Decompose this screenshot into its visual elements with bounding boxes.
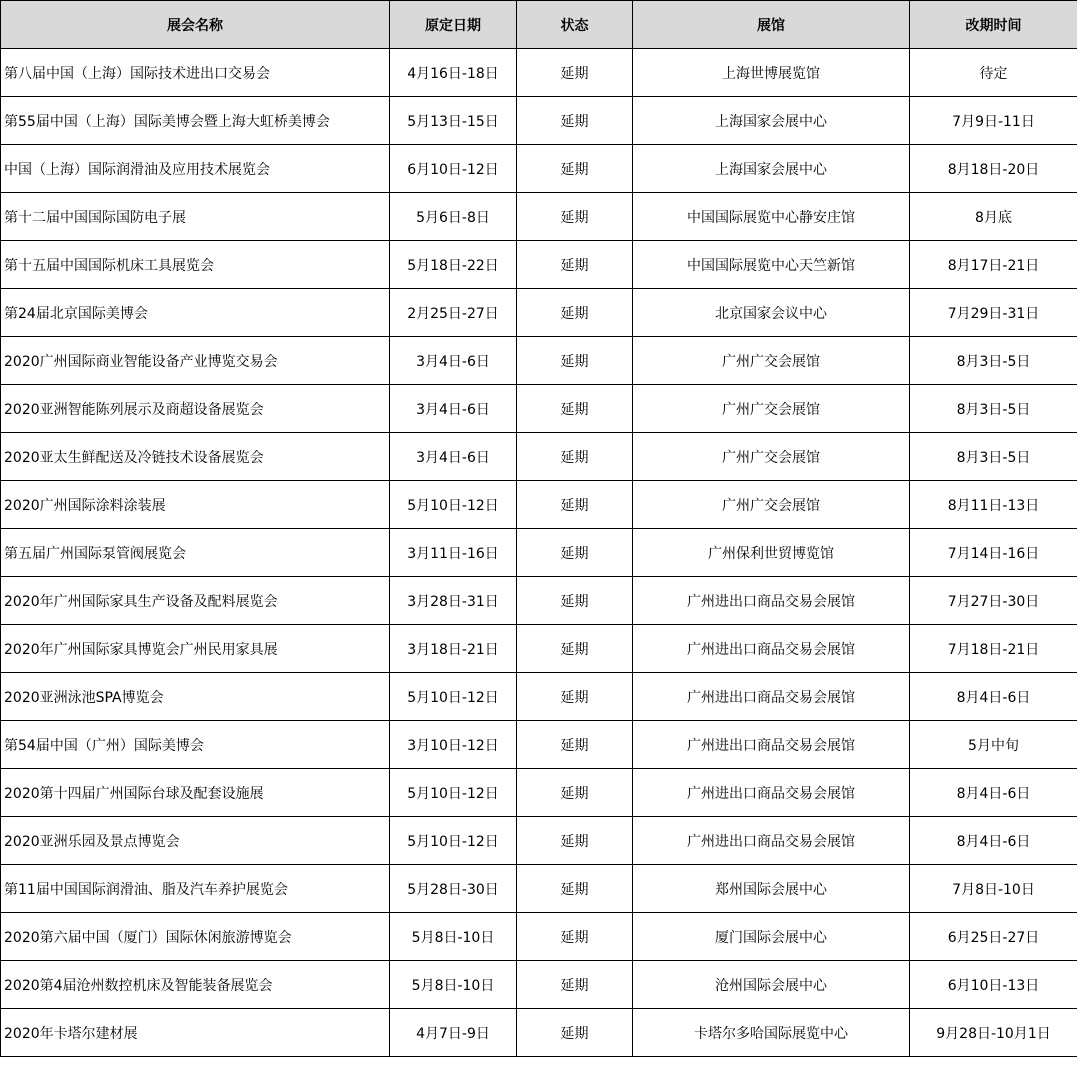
header-new-date: 改期时间	[910, 1, 1077, 49]
cell-original-date: 3月4日-6日	[390, 385, 517, 433]
cell-venue: 广州保利世贸博览馆	[633, 529, 910, 577]
table-header	[1, 1, 1077, 49]
table-row	[1, 865, 1077, 913]
cell-name: 2020广州国际涂料涂装展	[1, 481, 390, 529]
cell-venue: 广州广交会展馆	[633, 433, 910, 481]
cell-original-date: 2月25日-27日	[390, 289, 517, 337]
cell-new-date: 9月28日-10月1日	[910, 1009, 1077, 1057]
table-row	[1, 289, 1077, 337]
cell-venue: 广州进出口商品交易会展馆	[633, 673, 910, 721]
cell-new-date: 5月中旬	[910, 721, 1077, 769]
cell-status: 延期	[517, 769, 633, 817]
cell-new-date: 8月17日-21日	[910, 241, 1077, 289]
table-row	[1, 817, 1077, 865]
cell-new-date: 8月底	[910, 193, 1077, 241]
cell-venue: 上海国家会展中心	[633, 145, 910, 193]
cell-original-date: 5月10日-12日	[390, 817, 517, 865]
cell-original-date: 4月7日-9日	[390, 1009, 517, 1057]
cell-new-date: 7月27日-30日	[910, 577, 1077, 625]
cell-status: 延期	[517, 961, 633, 1009]
table-row	[1, 241, 1077, 289]
header-row	[1, 1, 1077, 49]
cell-new-date: 7月29日-31日	[910, 289, 1077, 337]
cell-venue: 广州进出口商品交易会展馆	[633, 769, 910, 817]
table-row	[1, 1009, 1077, 1057]
cell-name: 2020亚洲泳池SPA博览会	[1, 673, 390, 721]
cell-status: 延期	[517, 193, 633, 241]
cell-status: 延期	[517, 241, 633, 289]
cell-venue: 北京国家会议中心	[633, 289, 910, 337]
cell-status: 延期	[517, 577, 633, 625]
cell-name: 第55届中国（上海）国际美博会暨上海大虹桥美博会	[1, 97, 390, 145]
cell-original-date: 5月8日-10日	[390, 961, 517, 1009]
cell-original-date: 5月10日-12日	[390, 769, 517, 817]
table-row	[1, 625, 1077, 673]
cell-name: 第十二届中国国际国防电子展	[1, 193, 390, 241]
cell-new-date: 8月4日-6日	[910, 817, 1077, 865]
cell-new-date: 8月4日-6日	[910, 673, 1077, 721]
cell-status: 延期	[517, 721, 633, 769]
header-venue: 展馆	[633, 1, 910, 49]
cell-new-date: 7月8日-10日	[910, 865, 1077, 913]
cell-status: 延期	[517, 913, 633, 961]
cell-name: 2020广州国际商业智能设备产业博览交易会	[1, 337, 390, 385]
cell-status: 延期	[517, 817, 633, 865]
cell-name: 第54届中国（广州）国际美博会	[1, 721, 390, 769]
cell-original-date: 3月18日-21日	[390, 625, 517, 673]
header-status: 状态	[517, 1, 633, 49]
cell-original-date: 3月28日-31日	[390, 577, 517, 625]
cell-status: 延期	[517, 49, 633, 97]
cell-original-date: 4月16日-18日	[390, 49, 517, 97]
cell-original-date: 5月13日-15日	[390, 97, 517, 145]
cell-status: 延期	[517, 97, 633, 145]
cell-name: 2020第4届沧州数控机床及智能装备展览会	[1, 961, 390, 1009]
cell-original-date: 5月10日-12日	[390, 481, 517, 529]
table-row	[1, 385, 1077, 433]
cell-new-date: 7月14日-16日	[910, 529, 1077, 577]
cell-name: 2020亚洲智能陈列展示及商超设备展览会	[1, 385, 390, 433]
cell-status: 延期	[517, 481, 633, 529]
table-row	[1, 769, 1077, 817]
cell-venue: 广州广交会展馆	[633, 337, 910, 385]
cell-status: 延期	[517, 625, 633, 673]
cell-new-date: 8月3日-5日	[910, 385, 1077, 433]
cell-new-date: 8月18日-20日	[910, 145, 1077, 193]
cell-name: 第24届北京国际美博会	[1, 289, 390, 337]
table-row	[1, 913, 1077, 961]
cell-new-date: 待定	[910, 49, 1077, 97]
cell-original-date: 3月4日-6日	[390, 433, 517, 481]
table-row	[1, 529, 1077, 577]
cell-name: 2020年广州国际家具博览会广州民用家具展	[1, 625, 390, 673]
cell-original-date: 5月6日-8日	[390, 193, 517, 241]
cell-name: 2020年卡塔尔建材展	[1, 1009, 390, 1057]
cell-name: 第11届中国国际润滑油、脂及汽车养护展览会	[1, 865, 390, 913]
cell-name: 2020第六届中国（厦门）国际休闲旅游博览会	[1, 913, 390, 961]
cell-status: 延期	[517, 673, 633, 721]
cell-original-date: 5月18日-22日	[390, 241, 517, 289]
cell-new-date: 7月9日-11日	[910, 97, 1077, 145]
cell-venue: 上海世博展览馆	[633, 49, 910, 97]
cell-venue: 广州进出口商品交易会展馆	[633, 577, 910, 625]
cell-new-date: 8月3日-5日	[910, 337, 1077, 385]
cell-status: 延期	[517, 289, 633, 337]
table-row	[1, 49, 1077, 97]
cell-original-date: 3月11日-16日	[390, 529, 517, 577]
cell-name: 第八届中国（上海）国际技术进出口交易会	[1, 49, 390, 97]
table-row	[1, 577, 1077, 625]
cell-venue: 厦门国际会展中心	[633, 913, 910, 961]
cell-new-date: 8月4日-6日	[910, 769, 1077, 817]
cell-name: 第十五届中国国际机床工具展览会	[1, 241, 390, 289]
cell-venue: 郑州国际会展中心	[633, 865, 910, 913]
cell-new-date: 7月18日-21日	[910, 625, 1077, 673]
cell-name: 2020亚洲乐园及景点博览会	[1, 817, 390, 865]
cell-new-date: 8月3日-5日	[910, 433, 1077, 481]
header-original-date: 原定日期	[390, 1, 517, 49]
table-row	[1, 97, 1077, 145]
table-row	[1, 145, 1077, 193]
table-body	[1, 49, 1077, 1057]
cell-status: 延期	[517, 433, 633, 481]
cell-original-date: 3月10日-12日	[390, 721, 517, 769]
table-row	[1, 961, 1077, 1009]
cell-original-date: 5月28日-30日	[390, 865, 517, 913]
cell-new-date: 6月25日-27日	[910, 913, 1077, 961]
header-name: 展会名称	[1, 1, 390, 49]
cell-status: 延期	[517, 529, 633, 577]
cell-venue: 广州广交会展馆	[633, 385, 910, 433]
cell-original-date: 5月8日-10日	[390, 913, 517, 961]
cell-name: 中国（上海）国际润滑油及应用技术展览会	[1, 145, 390, 193]
cell-venue: 中国国际展览中心天竺新馆	[633, 241, 910, 289]
table-row	[1, 481, 1077, 529]
table-row	[1, 337, 1077, 385]
cell-status: 延期	[517, 337, 633, 385]
cell-original-date: 3月4日-6日	[390, 337, 517, 385]
cell-name: 2020第十四届广州国际台球及配套设施展	[1, 769, 390, 817]
cell-original-date: 5月10日-12日	[390, 673, 517, 721]
cell-new-date: 8月11日-13日	[910, 481, 1077, 529]
cell-status: 延期	[517, 145, 633, 193]
cell-name: 2020亚太生鲜配送及冷链技术设备展览会	[1, 433, 390, 481]
cell-new-date: 6月10日-13日	[910, 961, 1077, 1009]
table-row	[1, 433, 1077, 481]
cell-venue: 上海国家会展中心	[633, 97, 910, 145]
cell-status: 延期	[517, 385, 633, 433]
cell-status: 延期	[517, 865, 633, 913]
table-row	[1, 673, 1077, 721]
cell-status: 延期	[517, 1009, 633, 1057]
cell-venue: 中国国际展览中心静安庄馆	[633, 193, 910, 241]
cell-name: 第五届广州国际泵管阀展览会	[1, 529, 390, 577]
cell-venue: 广州进出口商品交易会展馆	[633, 721, 910, 769]
table-row	[1, 721, 1077, 769]
cell-venue: 卡塔尔多哈国际展览中心	[633, 1009, 910, 1057]
table-row	[1, 193, 1077, 241]
cell-venue: 广州进出口商品交易会展馆	[633, 817, 910, 865]
cell-venue: 广州广交会展馆	[633, 481, 910, 529]
cell-venue: 广州进出口商品交易会展馆	[633, 625, 910, 673]
cell-name: 2020年广州国际家具生产设备及配料展览会	[1, 577, 390, 625]
cell-original-date: 6月10日-12日	[390, 145, 517, 193]
cell-venue: 沧州国际会展中心	[633, 961, 910, 1009]
